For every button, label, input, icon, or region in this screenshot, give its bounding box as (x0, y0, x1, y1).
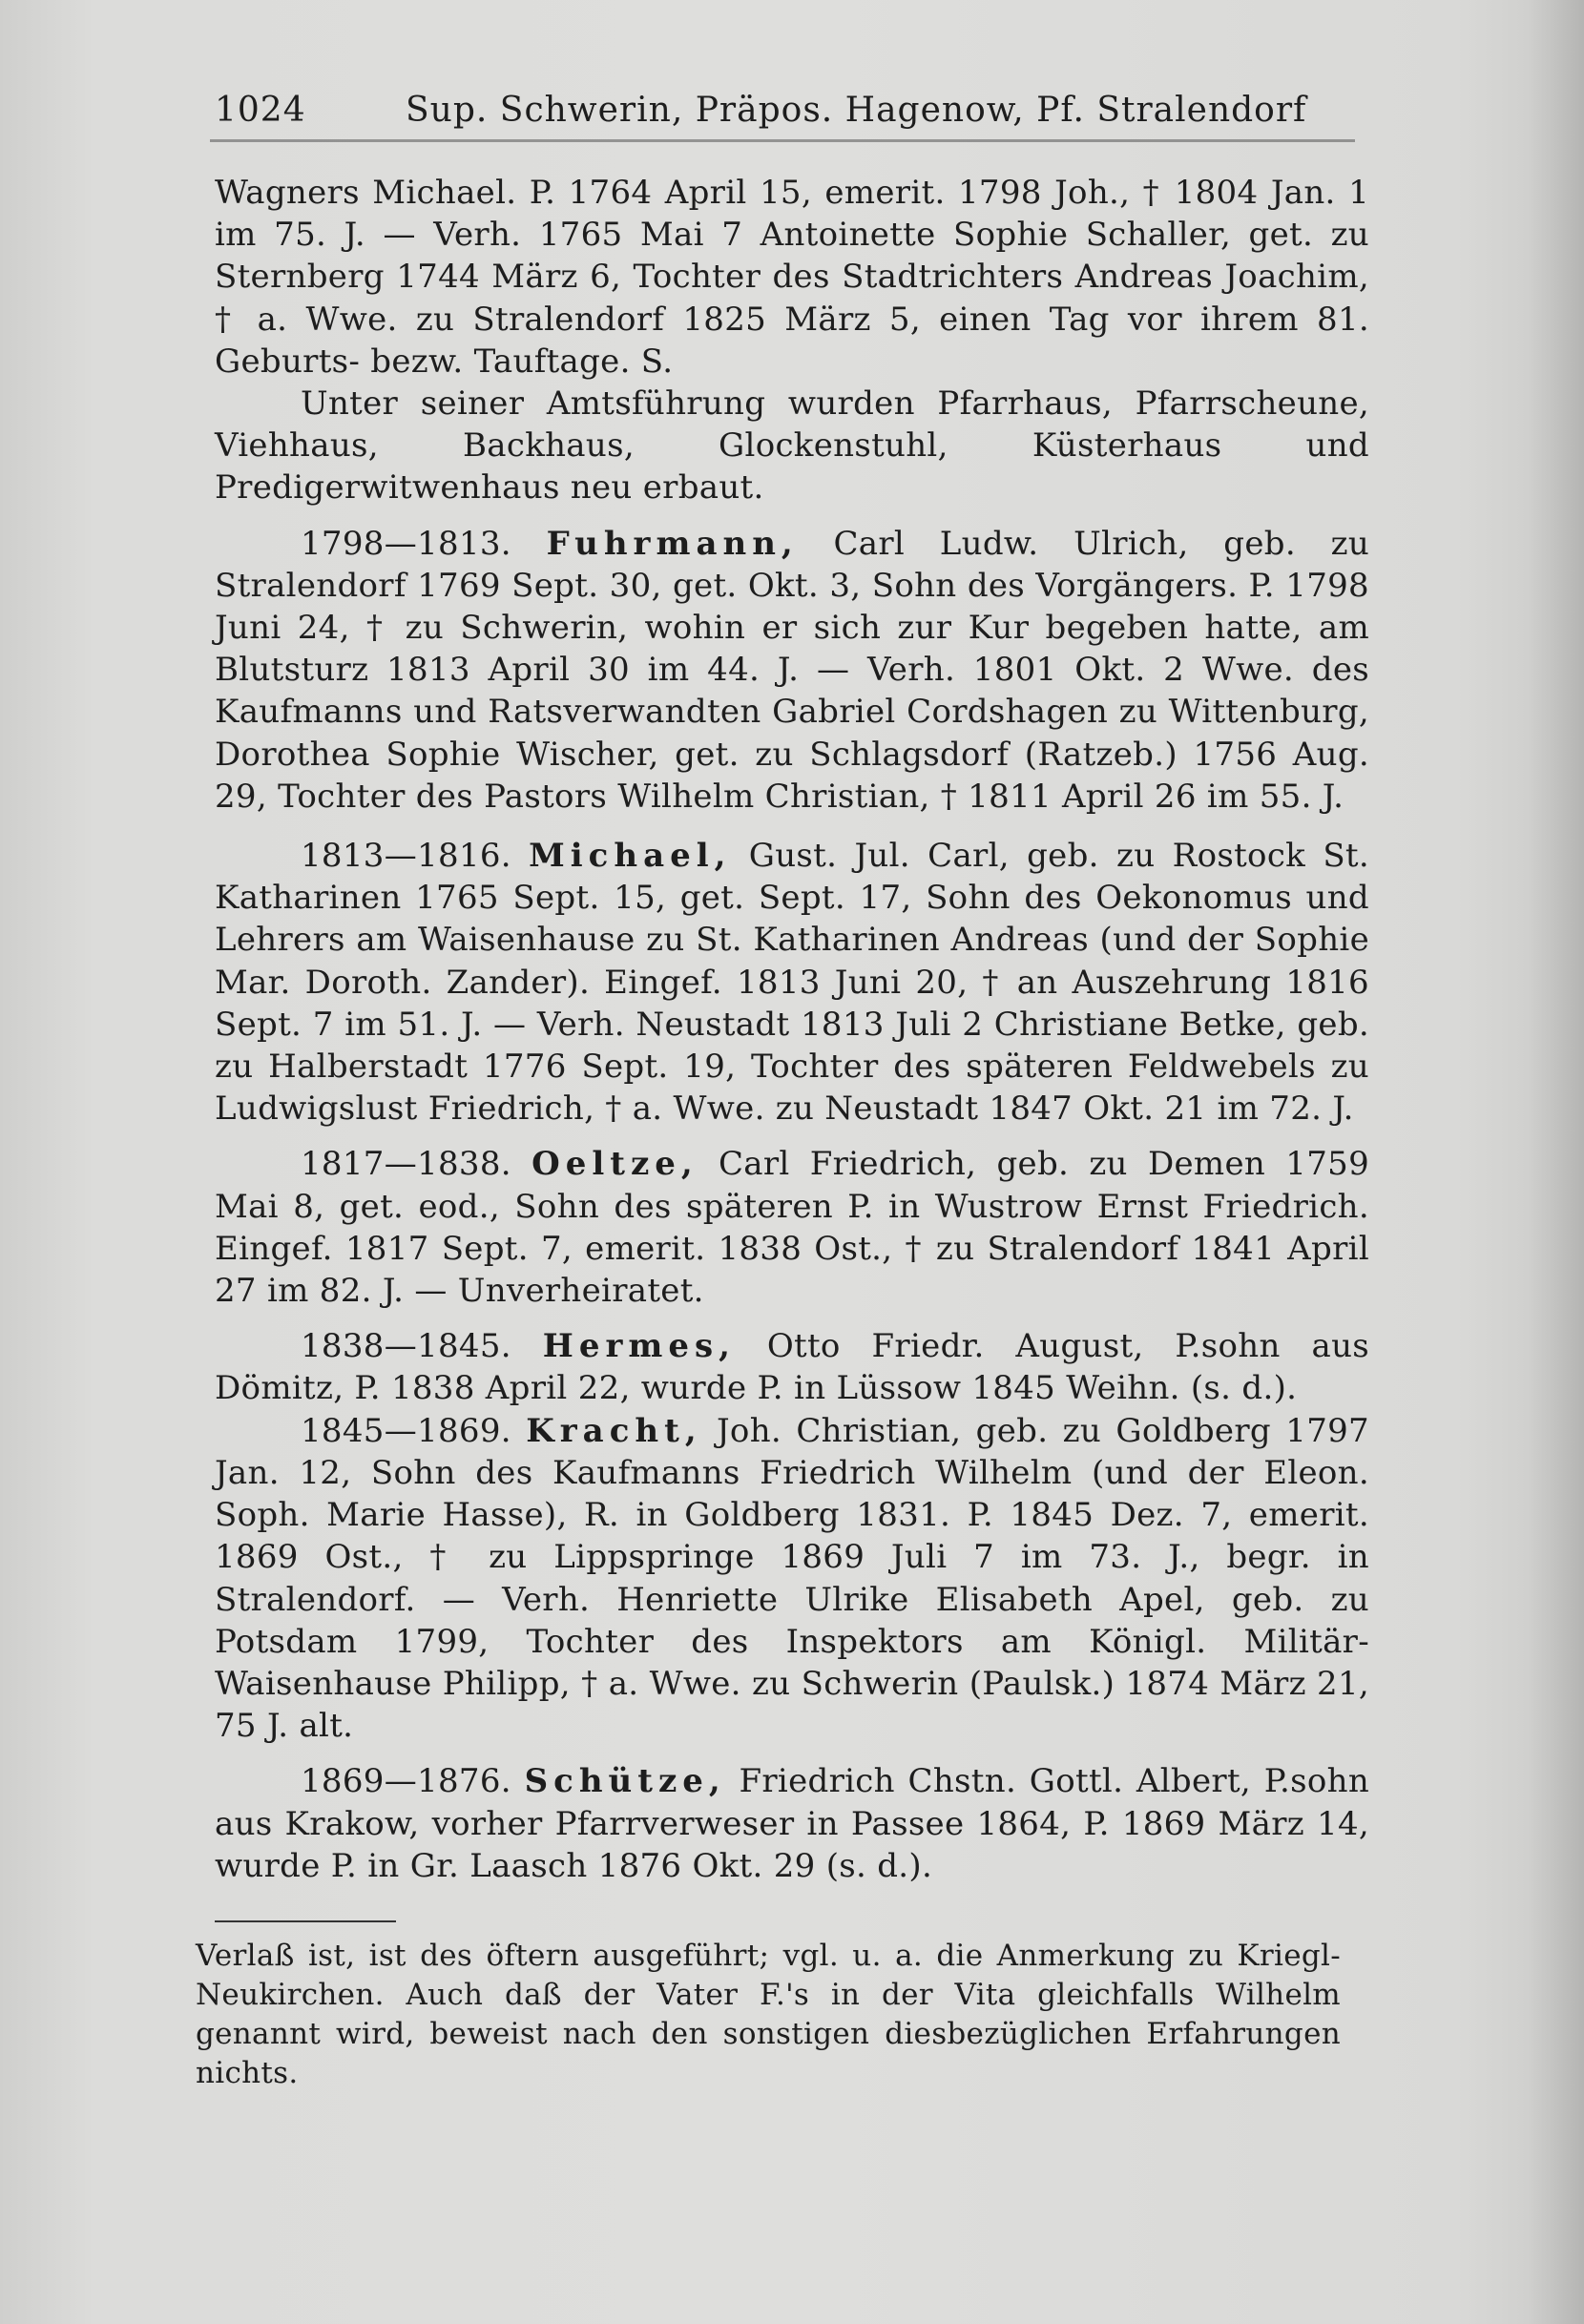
entry-years: 1813—1816. (301, 837, 511, 876)
footnote-rule (215, 1920, 396, 1922)
entry-text: Unter seiner Amtsführung wurden Pfarrhaus, Pfarrscheune, Viehhaus, Backhaus, Glockenstuhl, Küsterhaus und Predigerwitwenhaus neu erbaut. (215, 384, 1369, 508)
running-head: Sup. Schwerin, Präpos. Hagenow, Pf. Stralendorf (406, 91, 1307, 130)
entry-text: Wagners Michael. P. 1764 April 15, emerit. 1798 Joh., † 1804 Jan. 1 im 75. J. — Verh. 1765 Mai 7 Antoinette Sophie Schaller, get. zu Sternberg 1744 März 6, Tochter des Stadtrichters Andreas Joachim, † a. Wwe. zu Stralendorf 1825 März 5, einen Tag vor ihrem 81. Geburts- bezw. Tauftage. S. (215, 174, 1369, 381)
entry-text: Joh. Christian, geb. zu Goldberg 1797 Jan. 12, Sohn des Kaufmanns Friedrich Wilhelm (und der Eleon. Soph. Marie Hasse), R. in Goldberg 1831. P. 1845 Dez. 7, emerit. 1869 Ost., † zu Lippspringe 1869 Juli 7 im 73. J., begr. in Stralendorf. — Verh. Henriette Ulrike Elisabeth Apel, geb. zu Potsdam 1799, Tochter des Inspektors am Königl. Militär-Waisenhause Philipp, † a. Wwe. zu Schwerin (Paulsk.) 1874 März 21, 75 J. alt. (215, 1411, 1369, 1746)
entry-name: Oeltze, (531, 1145, 698, 1184)
entry-years: 1838—1845. (301, 1327, 511, 1366)
header-rule (210, 139, 1355, 142)
entry-fuhrmann (215, 523, 1369, 818)
entry-text: Gust. Jul. Carl, geb. zu Rostock St. Katharinen 1765 Sept. 15, get. Sept. 17, Sohn des Oekonomus und Lehrers am Waisenhause zu St. Katharinen Andreas (und der Sophie Mar. Doroth. Zander). Eingef. 1813 Juni 20, † an Auszehrung 1816 Sept. 7 im 51. J. — Verh. Neustadt 1813 Juli 2 Christiane Betke, geb. zu Halberstadt 1776 Sept. 19, Tochter des späteren Feldwebels zu Ludwigslust Friedrich, † a. Wwe. zu Neustadt 1847 Okt. 21 im 72. J. (215, 837, 1369, 1129)
entry-wagner (215, 172, 1369, 383)
entry-years: 1869—1876. (301, 1762, 511, 1801)
page-number: 1024 (215, 91, 306, 130)
entry-text: Carl Friedrich, geb. zu Demen 1759 Mai 8, get. eod., Sohn des späteren P. in Wustrow Ernst Friedrich. Eingef. 1817 Sept. 7, emerit. 1838 Ost., † zu Stralendorf 1841 April 27 im 82. J. — Unverheiratet. (215, 1145, 1370, 1311)
footnote: Verlaß ist, ist des öftern ausgeführt; vgl. u. a. die Anmerkung zu Kriegl-Neukirchen. Auch daß der Vater F.'s in der Vita gleichfalls Wilhelm genannt wird, beweist nach den sonstigen diesbezüglichen Erfahrungen nichts. (196, 1939, 1341, 2090)
entry-name: Michael, (529, 837, 732, 876)
page-header (215, 84, 1307, 137)
entry-name: Schütze, (524, 1762, 726, 1801)
entry-name: Fuhrmann, (546, 524, 799, 563)
entry-text: Otto Friedr. August, P.sohn aus Dömitz, P. 1838 April 22, wurde P. in Lüssow 1845 Weihn. (s. d.). (215, 1327, 1370, 1408)
entry-schuetze (215, 1760, 1369, 1887)
page-spine-shadow (1527, 0, 1584, 2324)
entry-name: Hermes, (542, 1327, 736, 1366)
entry-amtsfuehrung (215, 383, 1369, 509)
entry-text: Friedrich Chstn. Gottl. Albert, P.sohn aus Krakow, vorher Pfarrverweser in Passee 1864, P. 1869 März 14, wurde P. in Gr. Laasch 1876 Okt. 29 (s. d.). (215, 1762, 1370, 1885)
entry-hermes (215, 1325, 1369, 1409)
entry-years: 1798—1813. (301, 524, 511, 563)
entry-oeltze (215, 1143, 1369, 1312)
entry-years: 1845—1869. (301, 1411, 511, 1450)
main-text (215, 172, 1369, 1887)
entry-years: 1817—1838. (301, 1145, 511, 1184)
entry-kracht (215, 1410, 1369, 1748)
entry-michael (215, 835, 1369, 1130)
entry-text: Carl Ludw. Ulrich, geb. zu Stralendorf 1769 Sept. 30, get. Okt. 3, Sohn des Vorgängers. P. 1798 Juni 24, † zu Schwerin, wohin er sich zur Kur begeben hatte, am Blutsturz 1813 April 30 im 44. J. — Verh. 1801 Okt. 2 Wwe. des Kaufmanns und Ratsverwandten Gabriel Cordshagen zu Wittenburg, Dorothea Sophie Wischer, get. zu Schlagsdorf (Ratzeb.) 1756 Aug. 29, Tochter des Pastors Wilhelm Christian, † 1811 April 26 im 55. J. (215, 524, 1370, 816)
entry-name: Kracht, (526, 1411, 702, 1450)
